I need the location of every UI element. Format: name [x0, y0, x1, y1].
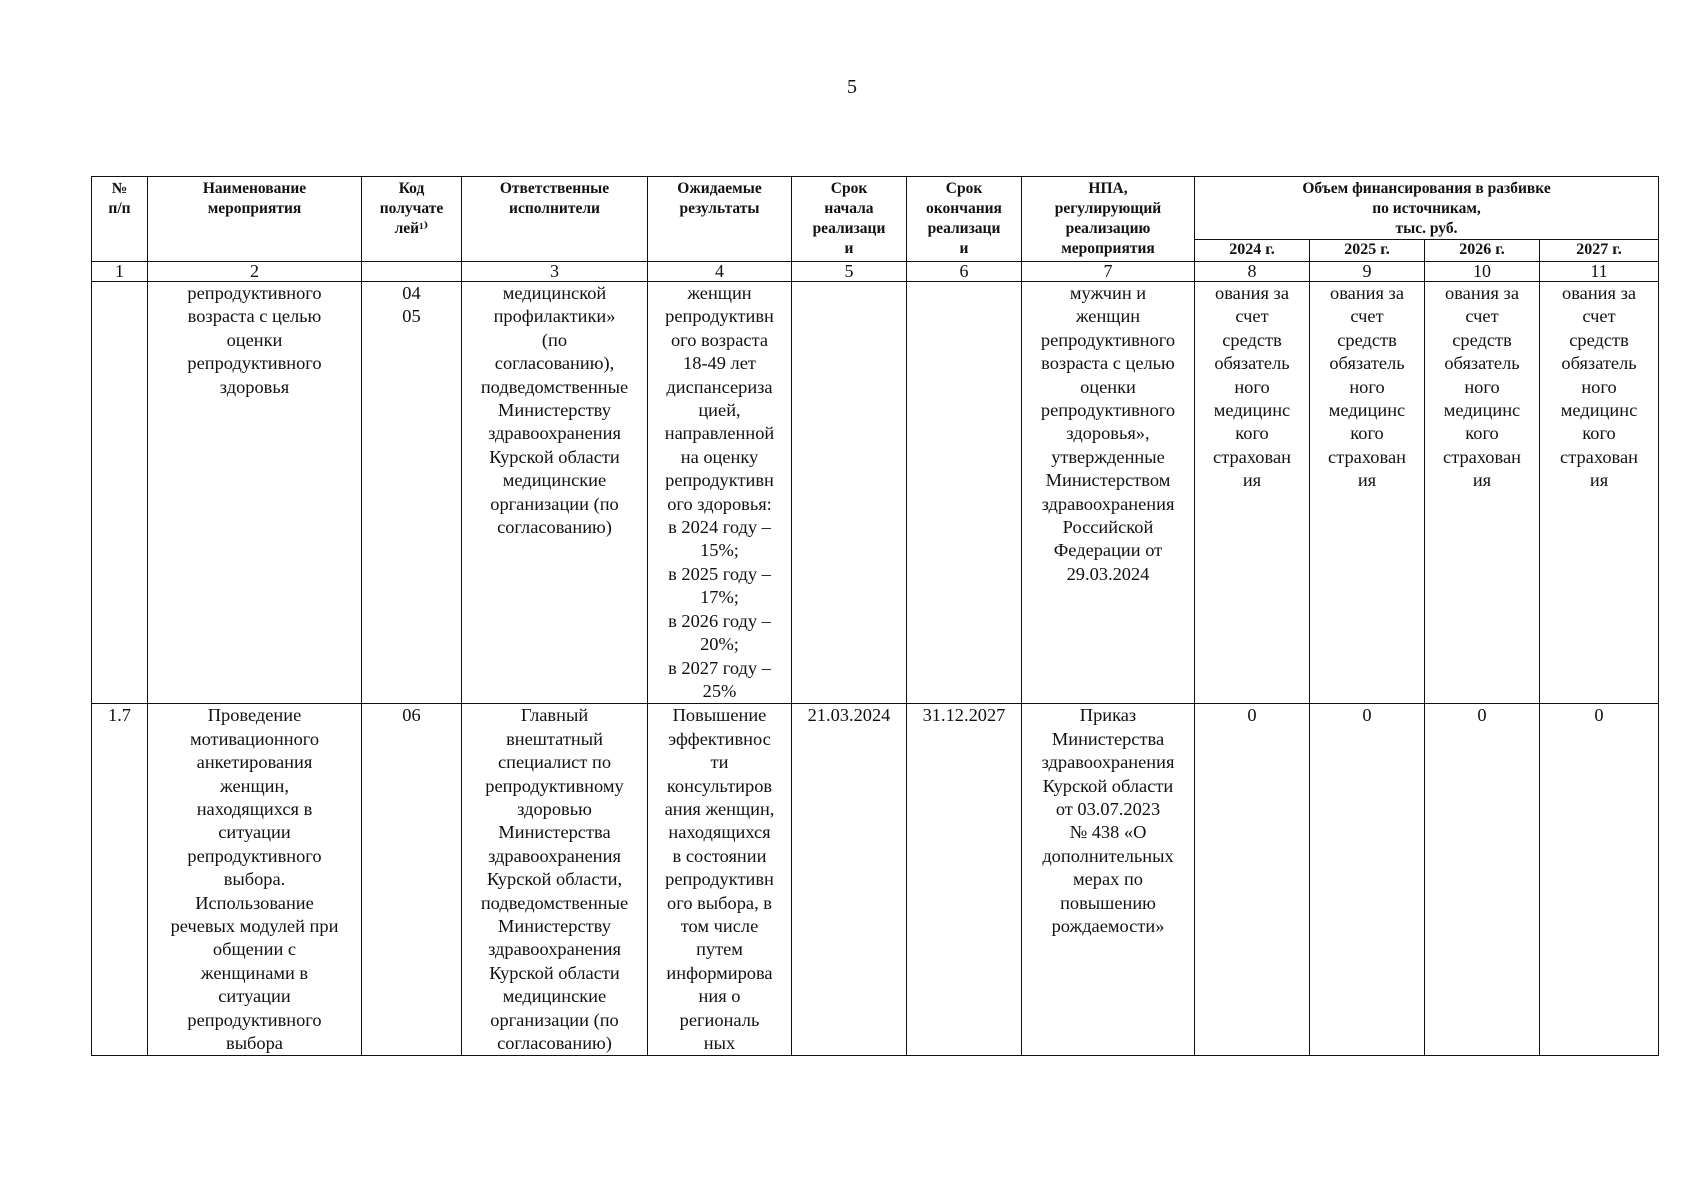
header-results: Ожидаемые результаты — [648, 177, 792, 262]
column-number: 4 — [648, 262, 792, 282]
column-number: 6 — [907, 262, 1022, 282]
header-start: Срок начала реализаци и — [792, 177, 907, 262]
column-number: 11 — [1540, 262, 1659, 282]
program-table — [91, 176, 1659, 1056]
cell-code: 04 05 — [362, 282, 462, 704]
cell-end — [907, 282, 1022, 704]
cell-funding-2025: 0 — [1310, 704, 1425, 1056]
cell-end: 31.12.2027 — [907, 704, 1022, 1056]
cell-funding-2027: 0 — [1540, 704, 1659, 1056]
header-year-2024: 2024 г. — [1195, 240, 1310, 262]
cell-name: Проведение мотивационного анкетирования женщин, находящихся в ситуации репродуктивного выбора. Использование речевых модулей при общении с женщинами в ситуации репродуктивного выбора — [148, 704, 362, 1056]
header-npa: НПА, регулирующий реализацию мероприятия — [1022, 177, 1195, 262]
column-number: 7 — [1022, 262, 1195, 282]
header-executors: Ответственные исполнители — [462, 177, 648, 262]
header-year-2026: 2026 г. — [1425, 240, 1540, 262]
cell-code: 06 — [362, 704, 462, 1056]
cell-funding-2026: 0 — [1425, 704, 1540, 1056]
header-name: Наименование мероприятия — [148, 177, 362, 262]
cell-funding-2026: ования за счет средств обязатель ного медицинс кого страхован ия — [1425, 282, 1540, 704]
header-year-2027: 2027 г. — [1540, 240, 1659, 262]
cell-funding-2027: ования за счет средств обязатель ного медицинс кого страхован ия — [1540, 282, 1659, 704]
column-number: 8 — [1195, 262, 1310, 282]
cell-executors: Главный внештатный специалист по репродуктивному здоровью Министерства здравоохранения Курской области, подведомственные Министерству здравоохранения Курской области медицинские организации (по согласованию) — [462, 704, 648, 1056]
cell-results: женщин репродуктивн ого возраста 18-49 лет диспансериза цией, направленной на оценку репродуктивн ого здоровья: в 2024 году – 15%; в 2025 году – 17%; в 2026 году – 20%; в 2027 году – 25% — [648, 282, 792, 704]
column-number — [362, 262, 462, 282]
cell-npa: Приказ Министерства здравоохранения Курской области от 03.07.2023 № 438 «О дополнительных мерах по повышению рождаемости» — [1022, 704, 1195, 1056]
header-row — [92, 177, 1659, 240]
column-number: 2 — [148, 262, 362, 282]
column-number: 3 — [462, 262, 648, 282]
cell-funding-2024: ования за счет средств обязатель ного медицинс кого страхован ия — [1195, 282, 1310, 704]
cell-npa: мужчин и женщин репродуктивного возраста с целью оценки репродуктивного здоровья», утвержденные Министерством здравоохранения Российской Федерации от 29.03.2024 — [1022, 282, 1195, 704]
column-number: 9 — [1310, 262, 1425, 282]
cell-start: 21.03.2024 — [792, 704, 907, 1056]
cell-num: 1.7 — [92, 704, 148, 1056]
cell-name: репродуктивного возраста с целью оценки репродуктивного здоровья — [148, 282, 362, 704]
cell-num — [92, 282, 148, 704]
header-end: Срок окончания реализаци и — [907, 177, 1022, 262]
cell-results: Повышение эффективнос ти консультиров ания женщин, находящихся в состоянии репродуктивн ого выбора, в том числе путем информирова ния о региональ ных — [648, 704, 792, 1056]
header-year-2025: 2025 г. — [1310, 240, 1425, 262]
cell-start — [792, 282, 907, 704]
cell-executors: медицинской профилактики» (по согласованию), подведомственные Министерству здравоохранения Курской области медицинские организации (по согласованию) — [462, 282, 648, 704]
column-number-row — [92, 262, 1659, 282]
page-number: 5 — [847, 76, 857, 98]
header-code: Код получате лей¹⁾ — [362, 177, 462, 262]
cell-funding-2025: ования за счет средств обязатель ного медицинс кого страхован ия — [1310, 282, 1425, 704]
table-row — [92, 282, 1659, 704]
column-number: 1 — [92, 262, 148, 282]
header-num: № п/п — [92, 177, 148, 262]
cell-funding-2024: 0 — [1195, 704, 1310, 1056]
column-number: 5 — [792, 262, 907, 282]
column-number: 10 — [1425, 262, 1540, 282]
header-funding: Объем финансирования в разбивке по источникам, тыс. руб. — [1195, 177, 1659, 240]
table-row — [92, 704, 1659, 1056]
